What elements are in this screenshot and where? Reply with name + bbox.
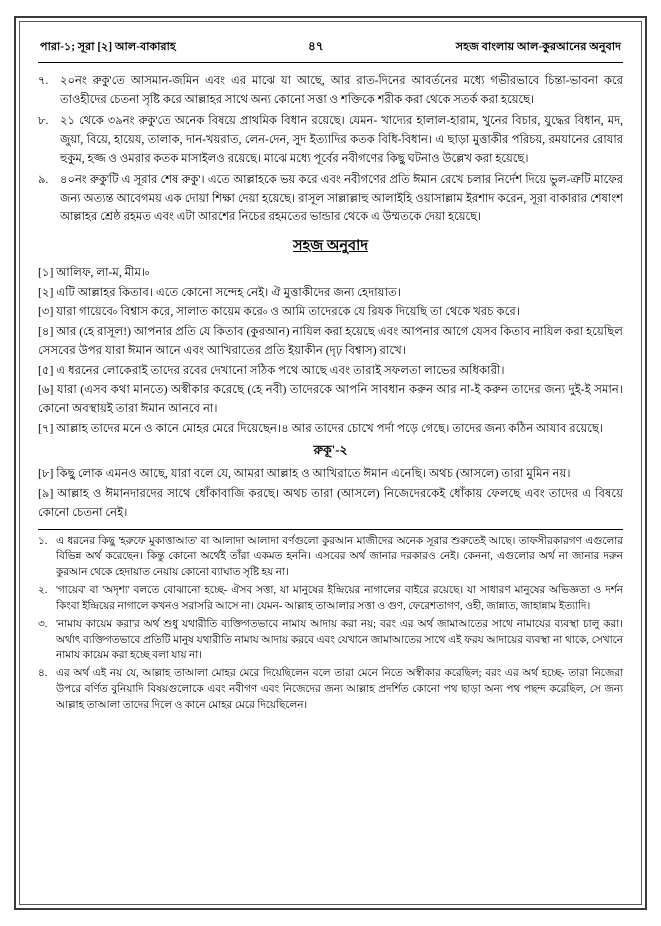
- footnote-text: 'গায়েব' বা 'অদৃশ্য' বলতে বোঝানো হচ্ছে- ঐসব সত্তা, যা মানুষের ইন্দ্রিয়ের নাগালের বাইরে রয়েছে। যা সাধারণ মানুষের অভিজ্ঞতা ও দর্শন কিংবা ইন্দ্রিয়ের নাগালে কখনও সরাসরি আসে না। যেমন- আল্লাহ তাআলার সত্তা ও গুণ, ফেরেশতাগণ, ওহী, জান্নাত, জাহান্নাম ইত্যাদি।: [56, 585, 623, 612]
- footnote-text: 'নামায কায়েম করা'র অর্থ শুধু যথারীতি ব্যক্তিগতভাবে নামায আদায় করা নয়; বরং এর অর্থ জামাআতের সাথে নামাযের ব্যবস্থা চালু করা। অর্থাৎ ব্যক্তিগতভাবে প্রতিটি মানুষ যথারীতি নামায আদায় করবে এবং যেখানে জামাআতের সাথে এই ফরয আদায়ের ব্যবস্থা না থাকে, সেখানে নামায কায়েম করা হচ্ছে বলা যায় না।: [56, 618, 623, 662]
- list-item-text: ২০নং রুকু'তে আসমান-জমিন এবং এর মাঝে যা আছে, আর রাত-দিনের আবর্তনের মধ্যে গভীরভাবে চিন্তা-ভাবনা করে তাওহীদের চেতনা সৃষ্টি করে আল্লাহর সাথে অন্য কোনো সত্তা ও শক্তিকে শরীক করা থেকে সতর্ক করা হয়েছে।: [60, 75, 623, 106]
- footnote-number: ৪.: [38, 668, 48, 680]
- footnote-item: [38, 534, 623, 581]
- verse-line: [২] এটি আল্লাহর কিতাব। এতে কোনো সন্দেহ নেই। ঐ মুত্তাকীদের জন্য হেদায়াত।: [38, 285, 401, 299]
- list-item-text: ২১ থেকে ৩৯নং রুকু'তে অনেক বিষয়ে প্রাথমিক বিধান রয়েছে। যেমন- খাদ্যের হালাল-হারাম, খুনের বিচার, যুদ্ধের বিধান, মদ, জুয়া, বিয়ে, হায়েয, তালাক, দান-খয়রাত, লেন-দেন, সুদ ইত্যাদির কতক বিধি-বিধান। এ ছাড়া মুত্তাকীর পরিচয়, রমযানের রোযার হুকুম, হজ্জ ও ওমরার কতক মাসাইলও রয়েছে। মাঝে মধ্যে পূর্বের নবীগণের কিছু ঘটনাও উল্লেখ করা হয়েছে।: [60, 115, 623, 165]
- page-content: [22, 26, 639, 722]
- verse-line: [৮] কিছু লোক এমনও আছে, যারা বলে যে, আমরা আল্লাহ ও আখিরাতে ঈমান এনেছি। অথচ (আসলে) তারা মুমিন নয়।: [38, 467, 571, 481]
- list-item-text: ৪০নং রুকু'টি এ সূরার শেষ রুকু'। এতে আল্লাহকে ভয় করে এবং নবীগণের প্রতি ঈমান রেখে চলার নির্দেশ দিয়ে ভুল-ত্রুটি মাফের জন্য অত্যন্ত আবেগময় এক দোয়া শিক্ষা দেয়া হয়েছে। রাসূল সাল্লাল্লাহু আলাইহি ওয়াসাল্লাম ইরশাদ করেন, সূরা বাকারার শেষাংশ আল্লাহর শ্রেষ্ঠ রহমত এবং এটা আরশের নিচের রহমতের ভান্ডার থেকে এ উম্মতকে দেয়া হয়েছে।: [60, 174, 623, 224]
- verse-line: [৫] এ ধরনের লোকেরাই তাদের রবের দেখানো সঠিক পথে আছে এবং তারাই সফলতা লাভের অধিকারী।: [38, 363, 505, 377]
- footnote-item: [38, 666, 623, 713]
- intro-points-list: [38, 72, 623, 227]
- verse-line: [৭] আল্লাহ তাদের মনে ও কানে মোহর মেরে দিয়েছেন।৪ আর তাদের চোখে পর্দা পড়ে গেছে। তাদের জন্য কঠিন আযাব রয়েছে।: [38, 421, 604, 435]
- header-right-text: সহজ বাংলায় আল-কুরআনের অনুবাদ: [455, 41, 621, 53]
- list-item: [38, 171, 623, 227]
- verse-line: [১] আলিফ, লা-ম, মীম।৹: [38, 266, 150, 279]
- verse-line: [৯] আল্লাহ ও ঈমানদারদের সাথে ধোঁকাবাজি করছে। অথচ তারা (আসলে) নিজেদেরকেই ধোঁকায় ফেলছে এবং তাদের এ বিষয়ে কোনো চেতনা নেই।: [38, 487, 623, 519]
- footnote-number: ২.: [38, 585, 48, 597]
- list-item: [38, 72, 623, 109]
- list-item-number: ৮.: [38, 115, 49, 128]
- footnotes-section: [38, 529, 623, 714]
- footnote-text: এর অর্থ এই নয় যে, আল্লাহ তাআলা মোহর মেরে দিয়েছিলেন বলে তারা মেনে নিতে অস্বীকার করেছিল; বরং এর অর্থ হচ্ছে- তারা নিজেরা উপরে বর্ণিত বুনিয়াদি বিষয়গুলোকে এবং নবীগণ এবং নিজেদের জন্য আল্লাহ প্রদর্শিত কোনো পথ ছাড়া অন্য পথ পছন্দ করেছিল, সে জন্য আল্লাহ তাআলা তাদের দিলে ও কানে মোহর মেরে দিয়েছিলেন।: [56, 668, 623, 711]
- header-left-text: পারা-১; সূরা [২] আল-বাকারাহ: [40, 41, 176, 53]
- verse-line: [৩] যারা গায়েবে৹ বিশ্বাস করে, সালাত কায়েম করে৹ ও আমি তাদেরকে যে রিযক দিয়েছি তা থেকে খরচ করে।: [38, 305, 521, 319]
- list-item-number: ৭.: [38, 75, 49, 87]
- page-header: [38, 38, 623, 63]
- page-number: ৪৭: [307, 39, 324, 53]
- section-title: সহজ অনুবাদ: [293, 238, 368, 254]
- ruku-heading: রুকূ'-২: [313, 443, 348, 458]
- verse-line: [৪] আর (হে রাসূল!) আপনার প্রতি যে কিতাব (কুরআন) নাযিল করা হয়েছে এবং আপনার আগে যেসব কিতাব নাযিল করা হয়েছিল সেসবের উপর যারা ঈমান আনে এবং আখিরাতের প্রতি ইয়াকীন (দৃঢ় বিশ্বাস) রাখে।: [38, 325, 623, 357]
- translation-verses-second: [38, 465, 623, 522]
- footnote-number: ৩.: [38, 618, 48, 630]
- footnote-text: এ ধরনের কিছু 'হরুফে মুকাত্তাআত' বা আলাদা আলাদা বর্ণগুলো কুরআন মাজীদের অনেক সূরার শুরুতেই আছে। তাফসীরকারগণ এগুলোর বিভিন্ন অর্থ করেছেন। কিন্তু কোনো অর্থেই তাঁরা একমত হননি। এসবের অর্থ জানার দরকারও নেই। কেননা, এগুলোর অর্থ না জানার দরুন কুরআন থেকে হেদায়াত নেয়ায় কোনো ব্যাঘাত সৃষ্টি হয় না।: [56, 535, 623, 579]
- translation-verses: [38, 264, 623, 438]
- list-item-number: ৯.: [38, 174, 49, 187]
- footnote-item: [38, 617, 623, 664]
- footnote-item: [38, 583, 623, 615]
- verse-line: [৬] যারা (এসব কথা মানতে) অস্বীকার করেছে (হে নবী) তাদেরকে আপনি সাবধান করুন আর না-ই করুন তাদের জন্য দুই-ই সমান। কোনো অবস্থায়ই তারা ঈমান আনবে না।: [38, 383, 623, 416]
- list-item: [38, 112, 623, 168]
- footnote-number: ১.: [38, 535, 48, 547]
